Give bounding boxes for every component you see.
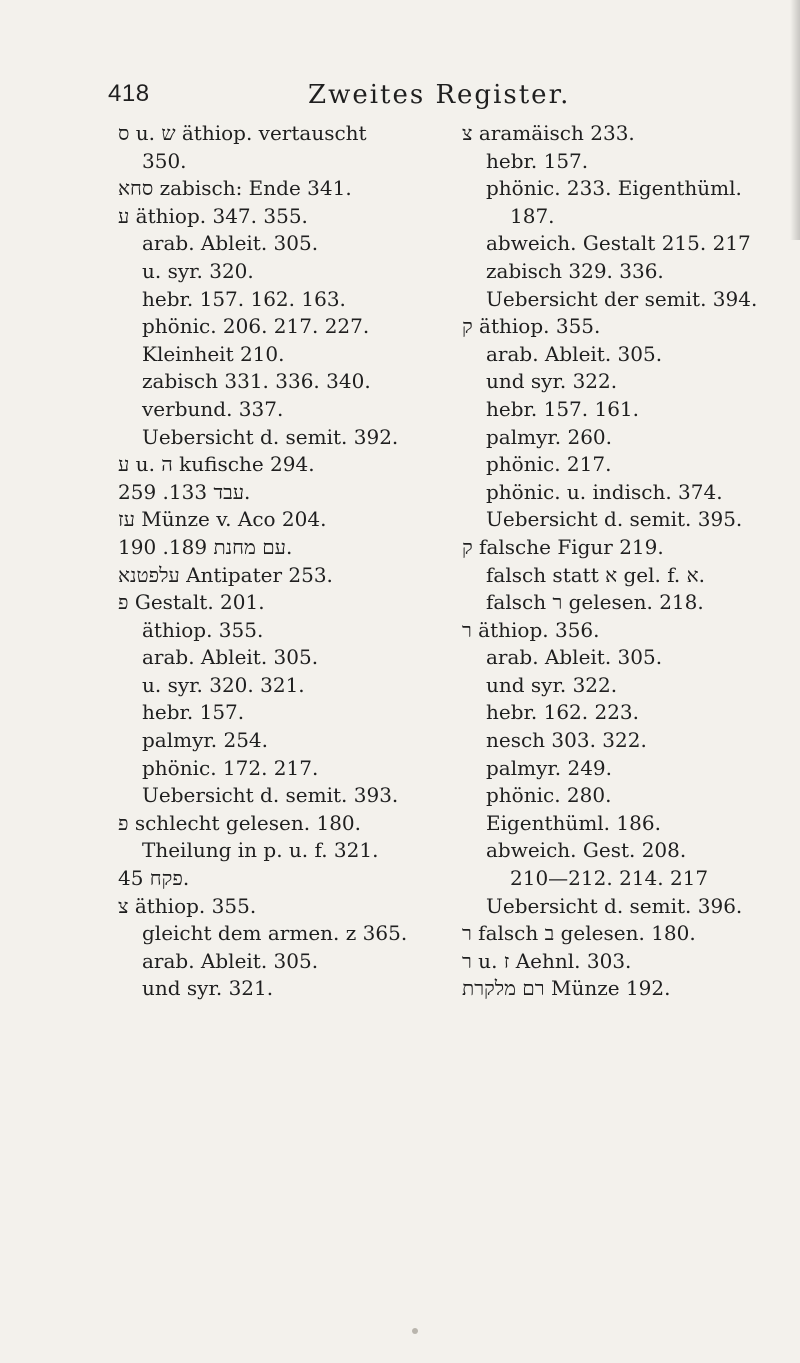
index-entry: hebr. 157. 161.: [486, 396, 640, 421]
index-entry: u. syr. 320. 321.: [142, 672, 305, 697]
index-entry: und syr. 322.: [486, 369, 618, 394]
index-entry: phönic. 217.: [486, 452, 612, 477]
index-entry: arab. Ableit. 305.: [142, 948, 319, 973]
page-number: 418: [108, 80, 150, 107]
index-entry: Uebersicht der semit. 394.: [486, 286, 758, 311]
index-entry: und syr. 322.: [486, 672, 618, 697]
index-entry: 210—212. 214. 217: [510, 866, 709, 891]
index-entry: nesch 303. 322.: [486, 728, 647, 753]
index-entry: phönic. 172. 217.: [142, 755, 319, 780]
right-column: [462, 120, 792, 1003]
index-entry: palmyr. 254.: [142, 728, 268, 753]
index-entry: ר falsch ב gelesen. 180.: [462, 921, 696, 946]
index-entry: arab. Ableit. 305.: [142, 231, 319, 256]
ink-speck: [412, 1328, 418, 1334]
index-entry: abweich. Gestalt 215. 217: [486, 231, 751, 256]
index-entry: hebr. 157.: [486, 148, 589, 173]
index-entry: Kleinheit 210.: [142, 341, 285, 366]
index-entry: פ Gestalt. 201.: [118, 590, 265, 615]
index-entry: פ schlecht gelesen. 180.: [118, 810, 361, 835]
index-entry: פקח 45.: [118, 866, 190, 891]
page-header: [108, 80, 760, 120]
index-entry: Uebersicht d. semit. 395.: [486, 507, 743, 532]
index-entry: äthiop. 355.: [142, 617, 264, 642]
index-entry: hebr. 157. 162. 163.: [142, 286, 346, 311]
index-entry: phönic. u. indisch. 374.: [486, 479, 723, 504]
index-entry: abweich. Gest. 208.: [486, 838, 687, 863]
index-entry: Uebersicht d. semit. 396.: [486, 893, 743, 918]
index-entry: phönic. 206. 217. 227.: [142, 314, 370, 339]
left-column: [118, 120, 448, 1003]
index-entry: verbund. 337.: [142, 396, 284, 421]
index-entry: Uebersicht d. semit. 392.: [142, 424, 399, 449]
index-entry: zabisch 331. 336. 340.: [142, 369, 371, 394]
index-entry: ר äthiop. 356.: [462, 617, 600, 642]
index-entry: Eigenthüml. 186.: [486, 810, 661, 835]
running-title: Zweites Register.: [308, 80, 571, 110]
index-entry: falsch ר gelesen. 218.: [486, 590, 704, 615]
index-entry: ע äthiop. 347. 355.: [118, 203, 308, 228]
index-entry: u. syr. 320.: [142, 258, 254, 283]
index-entry: palmyr. 249.: [486, 755, 612, 780]
index-entry: רם מלקרת Münze 192.: [462, 976, 671, 1001]
index-entry: 350.: [142, 148, 187, 173]
index-entry: 187.: [510, 203, 555, 228]
index-entry: palmyr. 260.: [486, 424, 612, 449]
index-entry: Uebersicht d. semit. 393.: [142, 783, 399, 808]
index-entry: צ aramäisch 233.: [462, 121, 635, 145]
index-entry: hebr. 157.: [142, 700, 245, 725]
index-entry: צ äthiop. 355.: [118, 893, 257, 918]
index-entry: ע u. ה kufische 294.: [118, 452, 315, 477]
index-entry: עלפטנא Antipater 253.: [118, 562, 333, 587]
index-entry: עבד 133. 259.: [118, 479, 251, 504]
index-entry: hebr. 162. 223.: [486, 700, 640, 725]
index-entry: עז Münze v. Aco 204.: [118, 507, 327, 532]
index-entry: ק falsche Figur 219.: [462, 534, 664, 559]
index-entry: סחא zabisch: Ende 341.: [118, 176, 352, 201]
index-entry: ר u. ז Aehnl. 303.: [462, 948, 632, 973]
index-entry: arab. Ableit. 305.: [486, 341, 663, 366]
index-entry: Theilung in p. u. f. 321.: [142, 838, 379, 863]
index-entry: phönic. 280.: [486, 783, 612, 808]
index-entry: ס u. ש äthiop. vertauscht: [118, 121, 367, 145]
index-entry: arab. Ableit. 305.: [142, 645, 319, 670]
index-entry: falsch statt א gel. f. א.: [486, 562, 705, 587]
index-entry: und syr. 321.: [142, 976, 274, 1001]
index-entry: arab. Ableit. 305.: [486, 645, 663, 670]
index-entry: עם מחנת 189. 190.: [118, 534, 293, 559]
index-entry: ק äthiop. 355.: [462, 314, 601, 339]
index-entry: gleicht dem armen. z 365.: [142, 921, 408, 946]
index-entry: phönic. 233. Eigenthüml.: [486, 176, 742, 201]
index-entry: zabisch 329. 336.: [486, 258, 664, 283]
